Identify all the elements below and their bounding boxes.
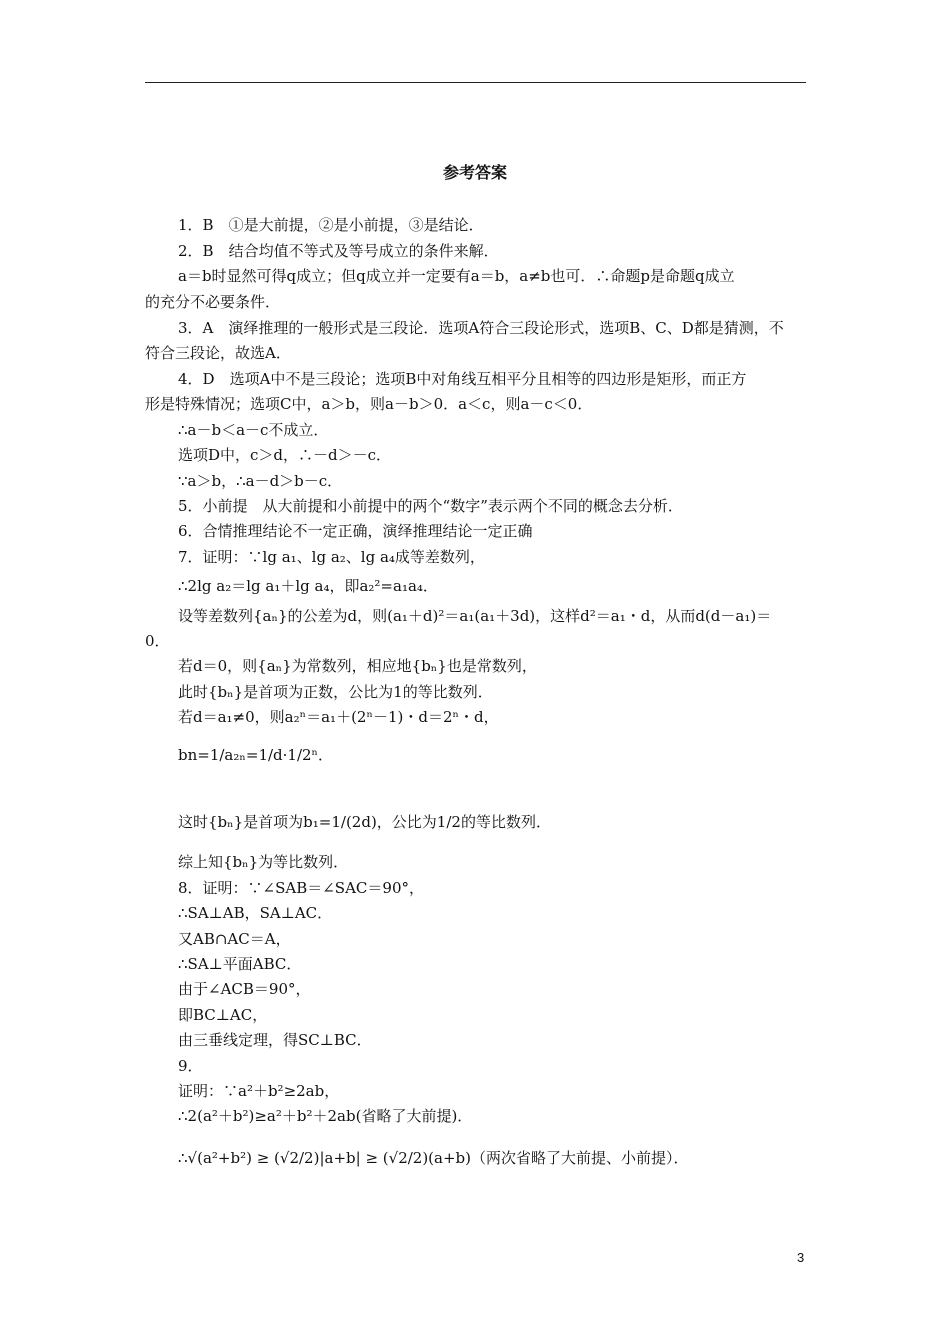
answer-8-line6: 即BC⊥AC， xyxy=(178,1006,268,1024)
answer-1: 1．B ①是大前提，②是小前提，③是结论． xyxy=(178,216,484,234)
answer-8: 8．证明：∵∠SAB＝∠SAC＝90°， xyxy=(178,879,424,897)
answer-9-line3: ∴√(a²+b²) ≥ (√2/2)|a+b| ≥ (√2/2)(a+b)（两次省略了大前提、小前提）． xyxy=(178,1149,689,1167)
answer-7-line6: 此时{bₙ}是首项为正数，公比为1的等比数列． xyxy=(178,683,493,701)
answer-7: 7．证明：∵lg a₁、lg a₂、lg a₄成等差数列， xyxy=(178,548,485,566)
answer-7-line7: 若d＝a₁≠0，则a₂ⁿ＝a₁＋(2ⁿ－1)・d＝2ⁿ・d， xyxy=(178,708,499,726)
answer-4: 4．D 选项A中不是三段论；选项B中对角线互相平分且相等的四边形是矩形，而正方 xyxy=(178,370,747,388)
answer-7-line3: 设等差数列{aₙ}的公差为d，则(a₁＋d)²＝a₁(a₁＋3d)，这样d²＝a₁・d，从而d(d－a₁)＝ xyxy=(178,607,772,625)
answer-6: 6．合情推理结论不一定正确，演绎推理结论一定正确 xyxy=(178,522,533,540)
header-rule xyxy=(145,82,806,83)
answer-9: 9． xyxy=(178,1057,203,1075)
answer-8-line4: ∴SA⊥平面ABC． xyxy=(178,955,302,973)
page-number: 3 xyxy=(797,1250,805,1265)
answer-2-detail-cont: 的充分不必要条件． xyxy=(145,293,281,311)
answer-4-line3: ∴a－b＜a－c不成立． xyxy=(178,421,329,439)
answer-9-line2: ∴2(a²＋b²)≥a²＋b²＋2ab(省略了大前提)． xyxy=(178,1107,473,1125)
answer-5: 5．小前提 从大前提和小前提中的两个“数字”表示两个不同的概念去分析． xyxy=(178,497,683,515)
answer-3-cont: 符合三段论，故选A． xyxy=(145,344,291,362)
answer-8-line3: 又AB∩AC＝A， xyxy=(178,930,291,948)
answer-7-formula-bn: bn=1/a₂ₙ=1/d·1/2ⁿ． xyxy=(178,746,334,764)
answer-8-line5: 由于∠ACB＝90°， xyxy=(178,980,311,998)
answer-2-detail: a＝b时显然可得q成立；但q成立并一定要有a＝b，a≠b也可．∴命题p是命题q成立 xyxy=(178,267,735,285)
answer-7-line2: ∴2lg a₂＝lg a₁＋lg a₄，即a₂²=a₁a₄． xyxy=(178,577,438,595)
answer-7-line5: 若d＝0，则{aₙ}为常数列，相应地{bₙ}也是常数列， xyxy=(178,657,537,675)
answer-7-line4: 0． xyxy=(145,632,170,650)
answer-7-line10: 综上知{bₙ}为等比数列． xyxy=(178,853,349,871)
answer-4-line5: ∵a＞b，∴a－d＞b－c． xyxy=(178,472,343,490)
answer-9-line1: 证明：∵a²＋b²≥2ab， xyxy=(178,1082,340,1100)
answer-2: 2．B 结合均值不等式及等号成立的条件来解． xyxy=(178,242,499,260)
answer-4-line4: 选项D中，c＞d，∴－d＞－c． xyxy=(178,446,392,464)
page-title: 参考答案 xyxy=(442,163,507,182)
answer-4-cont: 形是特殊情况；选项C中，a＞b，则a－b＞0．a＜c，则a－c＜0． xyxy=(145,395,593,413)
answer-7-line9: 这时{bₙ}是首项为b₁=1/(2d)，公比为1/2的等比数列． xyxy=(178,813,551,831)
answer-8-line2: ∴SA⊥AB，SA⊥AC． xyxy=(178,904,333,922)
answer-3: 3．A 演绎推理的一般形式是三段论．选项A符合三段论形式，选项B、C、D都是猜测，不 xyxy=(178,319,784,337)
answer-8-line7: 由三垂线定理，得SC⊥BC． xyxy=(178,1031,372,1049)
